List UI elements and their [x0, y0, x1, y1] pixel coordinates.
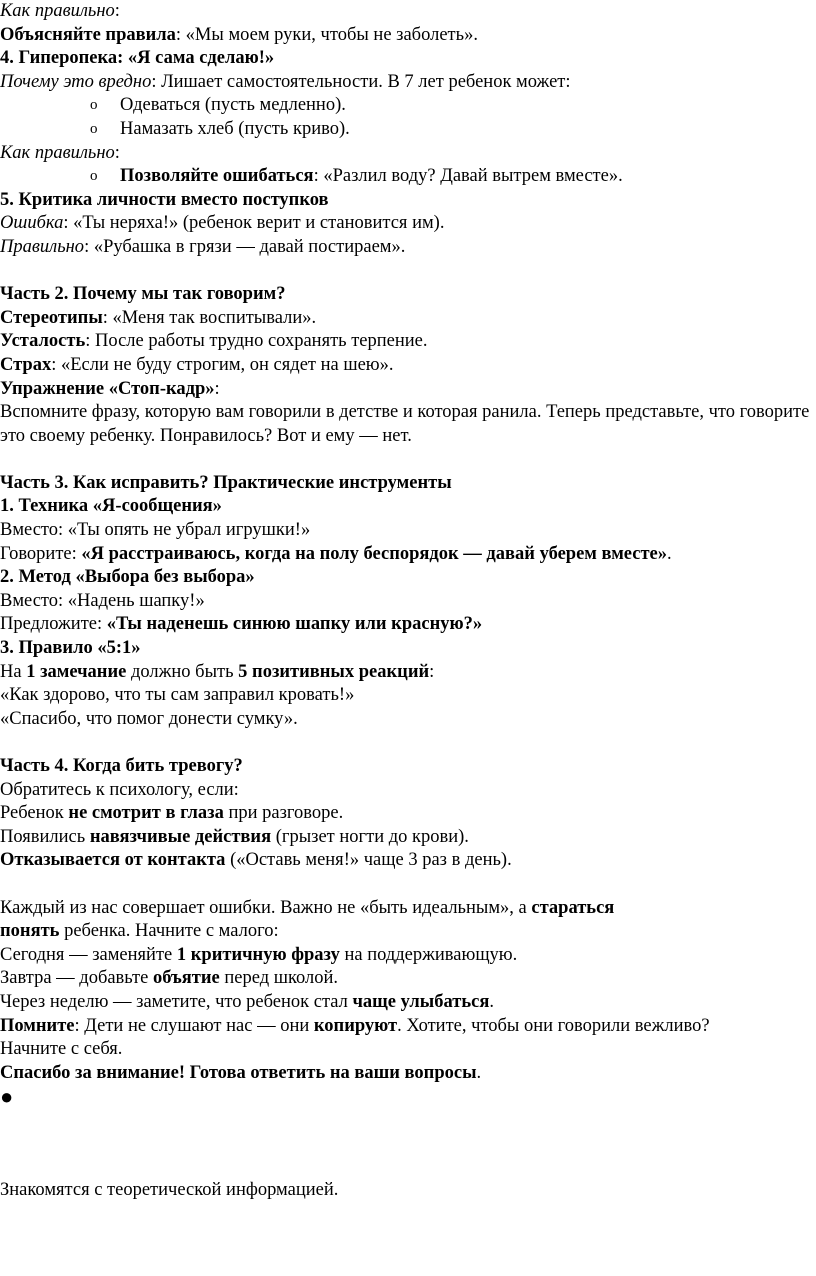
text-line [0, 826, 812, 850]
text-run: Вместо: «Надень шапку!» [0, 590, 205, 611]
blank-line [0, 873, 812, 897]
text-run: Намазать хлеб (пусть криво). [120, 118, 350, 139]
text-run: : [114, 142, 120, 163]
text-run: Через неделю — заметите, что ребенок стал [0, 991, 353, 1012]
text-line [0, 1062, 812, 1086]
text-run: Одеваться (пусть медленно). [120, 95, 346, 116]
text-run: Знакомятся с теоретической информацией. [0, 1179, 339, 1200]
text-run: : «Мы моем руки, чтобы не заболеть». [175, 24, 478, 45]
text-run: ребенка. Начните с малого: [59, 921, 279, 942]
text-line [0, 543, 812, 567]
blank-line [0, 731, 812, 755]
blank-line [0, 448, 812, 472]
text-run: «Как здорово, что ты сам заправил кровать!» [0, 685, 355, 706]
text-run: при разговоре. [223, 803, 344, 824]
bold-text: Часть 4. Когда бить тревогу? [0, 756, 243, 776]
bold-text: 1 критичную фразу [176, 944, 340, 965]
bold-text: Отказывается от контакта [0, 850, 226, 871]
bold-text: 5 позитивных реакций [238, 661, 430, 682]
text-line [0, 991, 812, 1015]
text-line [0, 236, 812, 260]
bold-text: Стереотипы [0, 307, 103, 328]
text-line [0, 661, 812, 685]
bold-text: не смотрит в глаза [68, 803, 224, 824]
text-line [0, 684, 812, 708]
bold-text: навязчивые действия [89, 826, 272, 847]
text-run: : «Если не буду строгим, он сядет на шею». [51, 354, 394, 375]
bold-text: 1. Техника «Я-сообщения» [0, 496, 222, 517]
text-line [0, 920, 812, 944]
text-line [0, 401, 812, 448]
bold-text: Часть 2. Почему мы так говорим? [0, 284, 286, 305]
bold-text: 1 замечание [26, 661, 127, 682]
text-line [0, 142, 812, 166]
bold-text: стараться [531, 897, 615, 918]
text-run: : [429, 661, 435, 682]
text-run: : «Ты неряха!» (ребенок верит и становится им). [63, 213, 445, 234]
text-line [0, 472, 812, 496]
text-line [0, 189, 812, 213]
text-line [0, 24, 812, 48]
text-line [0, 944, 812, 968]
text-line [0, 212, 812, 236]
text-line [0, 519, 812, 543]
text-run: (грызет ногти до крови). [271, 826, 469, 847]
text-run: : [214, 378, 220, 399]
text-line [0, 566, 812, 590]
text-line [0, 0, 812, 24]
text-run: На [0, 661, 27, 682]
bold-text: Позволяйте ошибаться [120, 166, 314, 187]
bold-text: «Ты наденешь синюю шапку или красную?» [106, 614, 483, 635]
text-line [0, 1179, 812, 1203]
bullet-marker: o [90, 168, 98, 185]
text-run: Говорите: [0, 543, 82, 564]
text-line [0, 849, 812, 873]
text-line [0, 708, 812, 732]
bold-text: понять [0, 921, 60, 942]
text-line [0, 755, 812, 779]
text-run: : После работы трудно сохранять терпение. [85, 331, 428, 352]
text-run: Вспомните фразу, которую вам говорили в детстве и которая ранила. Теперь представьте, что говорите это своему ребенку. Понравилось? Вот и ему — нет. [0, 402, 810, 446]
bold-text: Объясняйте правила [0, 24, 176, 45]
bold-text: Упражнение «Стоп-кадр» [0, 378, 215, 399]
text-line [0, 590, 812, 614]
bullet-text [88, 166, 623, 186]
text-run: . [667, 543, 672, 564]
italic-text: Как правильно [0, 1, 115, 21]
bullet-marker: o [90, 120, 98, 137]
bold-text: Усталость [0, 331, 86, 352]
text-run: . [489, 991, 494, 1012]
text-run: : «Рубашка в грязи — давай постираем». [84, 236, 406, 257]
text-run: : Лишает самостоятельности. В 7 лет ребенок может: [151, 71, 571, 92]
text-run: («Оставь меня!» чаще 3 раз в день). [225, 850, 512, 871]
text-run: Появились [0, 826, 90, 847]
italic-text: Правильно [0, 236, 85, 257]
text-line [0, 307, 812, 331]
text-run: : Дети не слушают нас — они [74, 1015, 314, 1036]
text-run: : [114, 1, 120, 21]
text-line [0, 637, 812, 661]
bold-text: Помните [0, 1015, 75, 1036]
bullet-list-item [0, 94, 812, 118]
text-line [0, 71, 812, 95]
text-line [0, 47, 812, 71]
text-run: Завтра — добавьте [0, 968, 153, 989]
bullet-list-item [0, 118, 812, 142]
bold-text: Спасибо за внимание! Готова ответить на ваши вопросы [0, 1062, 477, 1083]
text-line [0, 283, 812, 307]
text-run: . Хотите, чтобы они говорили вежливо? [397, 1015, 710, 1036]
text-run: Обратитесь к психологу, если: [0, 779, 239, 800]
text-run: Начните с себя. [0, 1039, 123, 1060]
text-line [0, 897, 812, 921]
bullet-text [88, 119, 350, 139]
vertical-spacer [0, 1109, 812, 1179]
bold-text: 3. Правило «5:1» [0, 638, 141, 659]
bullet-dot: ● [0, 1084, 14, 1110]
text-run: : «Разлил воду? Давай вытрем вместе». [313, 166, 623, 187]
bold-text: «Я расстраиваюсь, когда на полу беспорядок — давай уберем вместе» [81, 543, 667, 564]
bold-text: 5. Критика личности вместо поступков [0, 189, 329, 210]
text-run: : «Меня так воспитывали». [102, 307, 317, 328]
text-line [0, 330, 812, 354]
italic-text: Почему это вредно [0, 71, 152, 92]
text-run: перед школой. [219, 968, 339, 989]
blank-line [0, 260, 812, 284]
text-line [0, 1015, 812, 1039]
text-run: Вместо: «Ты опять не убрал игрушки!» [0, 520, 311, 541]
text-line [0, 1038, 812, 1062]
bullet-marker: o [90, 97, 98, 114]
text-line [0, 495, 812, 519]
bold-text: Часть 3. Как исправить? Практические инструменты [0, 472, 452, 493]
text-run: «Спасибо, что помог донести сумку». [0, 708, 298, 729]
text-line [0, 779, 812, 803]
text-run: должно быть [126, 661, 239, 682]
italic-text: Ошибка [0, 213, 64, 234]
bold-text: 4. Гиперопека: «Я сама сделаю!» [0, 48, 275, 69]
bullet-list-item [0, 165, 812, 189]
bold-text: 2. Метод «Выбора без выбора» [0, 567, 255, 588]
text-line [0, 613, 812, 637]
text-run: Каждый из нас совершает ошибки. Важно не «быть идеальным», а [0, 897, 532, 918]
italic-text: Как правильно [0, 142, 115, 163]
bold-text: объятие [152, 968, 220, 989]
bold-text: Страх [0, 354, 52, 375]
bold-text: копируют [313, 1015, 398, 1036]
text-run: Ребенок [0, 803, 69, 824]
text-line [0, 802, 812, 826]
text-line [0, 378, 812, 402]
text-run: Сегодня — заменяйте [0, 944, 177, 965]
text-run: Предложите: [0, 614, 107, 635]
text-run: на поддерживающую. [339, 944, 518, 965]
text-run: . [476, 1062, 482, 1083]
bullet-text [88, 95, 346, 115]
text-line [0, 967, 812, 991]
text-line [0, 354, 812, 378]
bold-text: чаще улыбаться [352, 991, 490, 1012]
